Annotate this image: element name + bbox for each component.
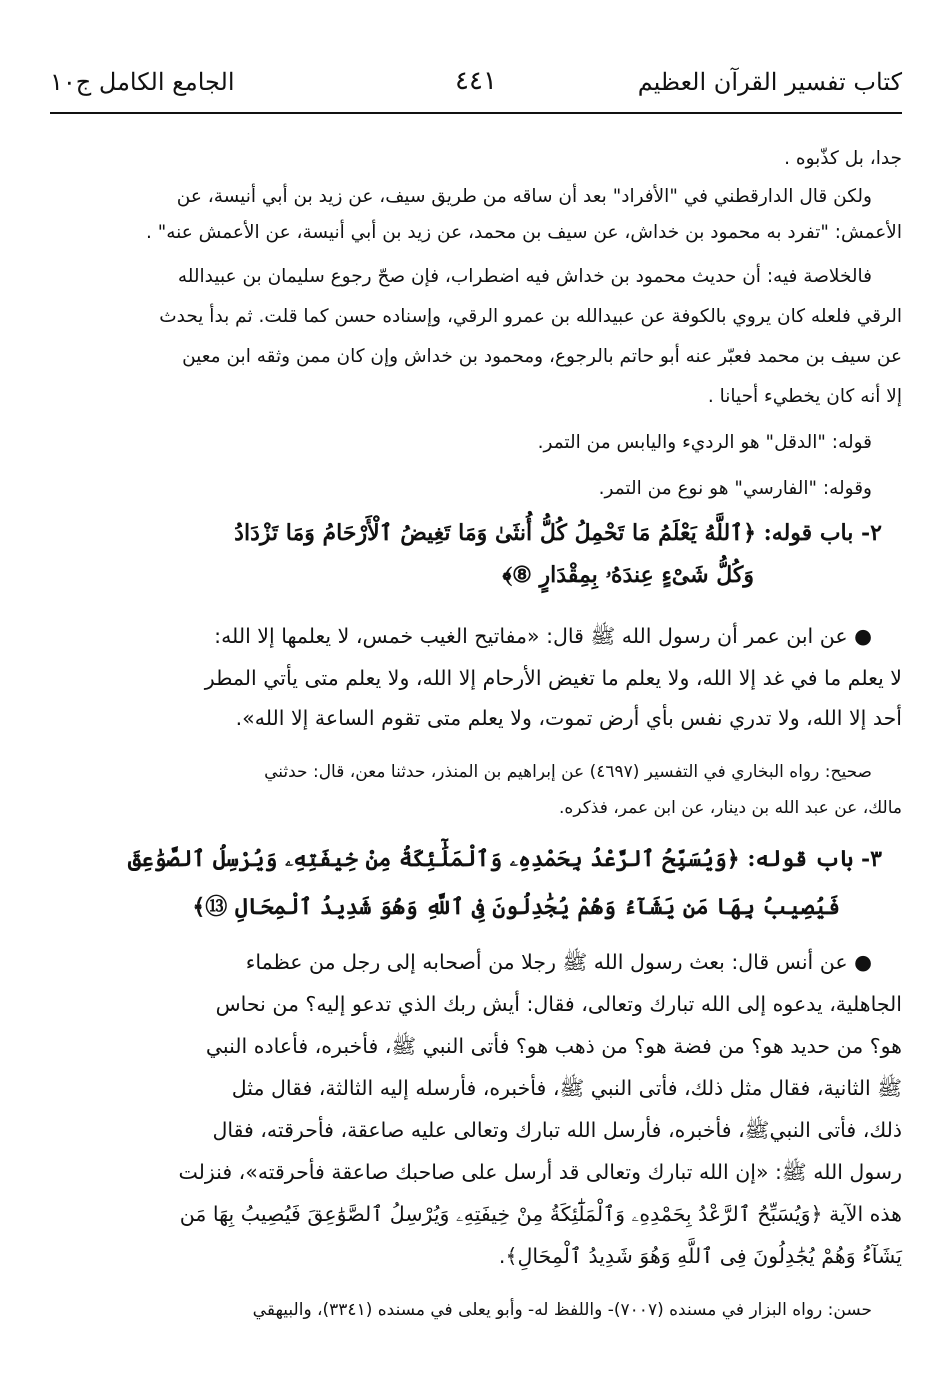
text-line: عن سيف بن محمد فعبّر عنه أبو حاتم بالرجوع، ومحمود بن خداش وإن كان ممن وثقه ابن معين [182, 346, 902, 367]
text-line: الأعمش: "تفرد به محمود بن خداش، عن سيف بن محمد، عن زيد بن أبي أنيسة، عن الأعمش عنه" . [145, 222, 902, 243]
text-line: قوله: "الدقل" هو الرديء واليابس من التمر. [537, 432, 872, 453]
hadith-line: ﷺ الثانية، فقال مثل ذلك، فأتى النبي ﷺ، فأخبره، فأرسله إليه الثالثة، فقال مثل [231, 1076, 902, 1100]
volume-label: الجامع الكامل ج١٠ [50, 68, 235, 96]
running-header [50, 60, 902, 114]
hadith-line: ● عن أنس قال: بعث رسول الله ﷺ رجلا من أصحابه إلى رجل من عظماء [245, 950, 872, 974]
hadith-line: الجاهلية، يدعوه إلى الله تبارك وتعالى، فقال: أيش ربك الذي تدعو إليه؟ من نحاس [215, 992, 902, 1016]
book-title: كتاب تفسير القرآن العظيم [637, 68, 902, 96]
text-line: إلا أنه كان يخطيء أحيانا . [707, 386, 902, 407]
chapter-heading-continued: فَيُصِيبُ بِهَا مَن يَشَآءُ وَهُمْ يُجَٰدِلُونَ فِى ٱللَّهِ وَهُوَ شَدِيدُ ٱلْمِحَالِ ⑬﴾ [192, 894, 840, 920]
hadith-line: هو؟ من حديد هو؟ من فضة هو؟ من ذهب هو؟ فأتى النبي ﷺ، فأخبره، فأعاده النبي [205, 1034, 902, 1058]
source-note: مالك، عن عبد الله بن دينار، عن ابن عمر، فذكره. [559, 798, 902, 818]
text-line: جدا، بل كذّبوه . [784, 148, 902, 169]
chapter-heading-continued: وَكُلُّ شَىْءٍ عِندَهُۥ بِمِقْدَارٍ ⑧﴾ [502, 562, 754, 588]
hadith-line: هذه الآية ﴿وَيُسَبِّحُ ٱلرَّعْدُ بِحَمْدِهِۦ وَٱلْمَلَٰٓئِكَةُ مِنْ خِيفَتِهِۦ وَيُرْسِلُ ٱلصَّوَٰعِقَ فَيُصِيبُ بِهَا مَن [179, 1202, 902, 1226]
chapter-heading: ٢- باب قوله: ﴿ٱللَّهُ يَعْلَمُ مَا تَحْمِلُ كُلُّ أُنثَىٰ وَمَا تَغِيضُ ٱلْأَرْحَامُ وَمَا تَزْدَادُ [234, 520, 882, 546]
hadith-line: ذلك، فأتى النبيﷺ، فأخبره، فأرسل الله تبارك وتعالى عليه صاعقة، فأحرقته، فقال [212, 1118, 902, 1142]
source-note: صحيح: رواه البخاري في التفسير (٤٦٩٧) عن إبراهيم بن المنذر، حدثنا معن، قال: حدثني [264, 762, 872, 782]
source-note: حسن: رواه البزار في مسنده (٧٠٠٧)- واللفظ له- وأبو يعلى في مسنده (٣٣٤١)، والبيهقي [252, 1300, 872, 1320]
page-number: ٤٤١ [455, 66, 497, 96]
text-line: فالخلاصة فيه: أن حديث محمود بن خداش فيه اضطراب، فإن صحّ رجوع سليمان بن عبيدالله [177, 266, 872, 287]
hadith-line: ● عن ابن عمر أن رسول الله ﷺ قال: «مفاتيح الغيب خمس، لا يعلمها إلا الله: [214, 624, 872, 648]
text-line: الرقي فلعله كان يروي بالكوفة عن عبيدالله بن عمرو الرقي، وإسناده حسن كما قلت. ثم بدأ يحدث [159, 306, 902, 327]
text-line: ولكن قال الدارقطني في "الأفراد" بعد أن ساقه من طريق سيف، عن زيد بن أبي أنيسة، عن [176, 186, 872, 207]
chapter-heading: ٣- باب قوله: ﴿وَيُسَبِّحُ ٱلرَّعْدُ بِحَمْدِهِۦ وَٱلْمَلَٰٓئِكَةُ مِنْ خِيفَتِهِۦ وَيُرْسِلُ ٱلصَّوَٰعِقَ [127, 846, 882, 872]
hadith-line: يَشَآءُ وَهُمْ يُجَٰدِلُونَ فِى ٱللَّهِ وَهُوَ شَدِيدُ ٱلْمِحَالِ﴾. [498, 1244, 902, 1268]
hadith-line: أحد إلا الله، ولا تدري نفس بأي أرض تموت، ولا يعلم متى تقوم الساعة إلا الله». [235, 706, 902, 730]
text-line: وقوله: "الفارسي" هو نوع من التمر. [598, 478, 872, 499]
hadith-line: لا يعلم ما في غد إلا الله، ولا يعلم ما تغيض الأرحام إلا الله، ولا يعلم متى يأتي المطر [204, 666, 902, 690]
hadith-line: رسول الله ﷺ: «إن الله تبارك وتعالى قد أرسل على صاحبك صاعقة فأحرقته»، فنزلت [178, 1160, 902, 1184]
